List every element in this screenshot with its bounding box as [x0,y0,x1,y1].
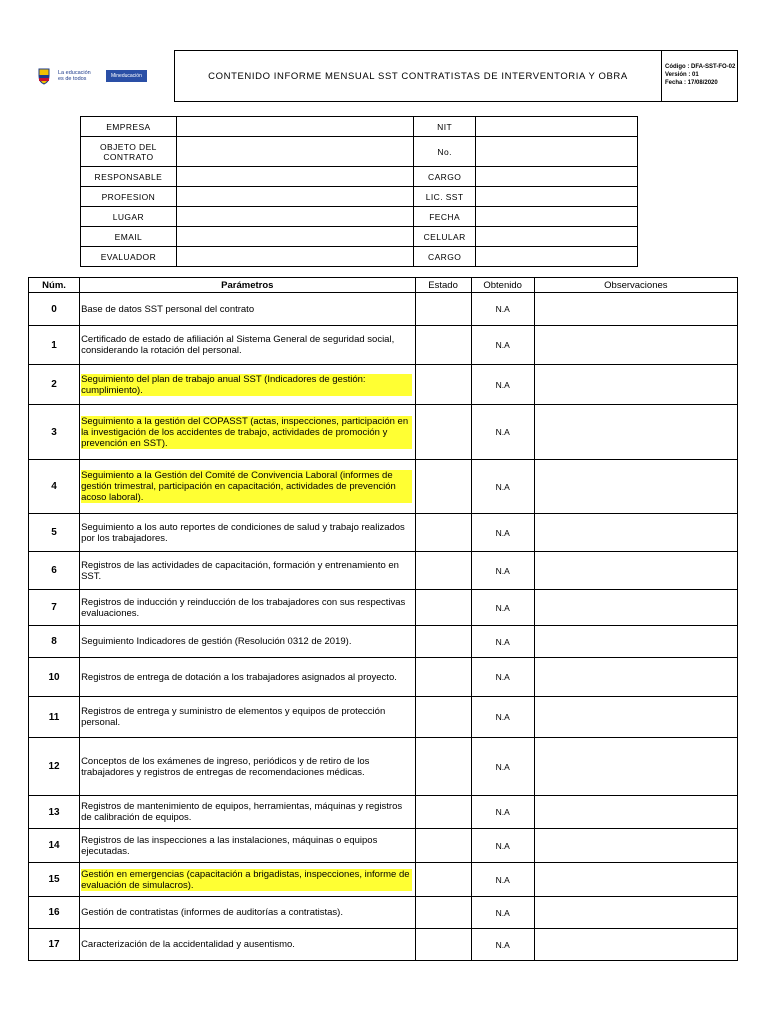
parameter-estado[interactable] [415,658,471,697]
parameter-number: 0 [29,293,80,326]
info-row [81,247,638,267]
parameter-cell [80,293,415,326]
logo-line-1: La educación [58,70,91,76]
parameter-observaciones[interactable] [534,460,737,514]
parameter-cell [80,552,415,590]
parameter-cell [80,738,415,796]
parameter-number: 7 [29,590,80,626]
info-value-2[interactable] [476,247,638,267]
parameter-number: 17 [29,929,80,961]
parameter-observaciones[interactable] [534,863,737,897]
parameter-cell [80,796,415,829]
parameters-header-row [29,278,738,293]
parameter-number: 5 [29,514,80,552]
info-value[interactable] [176,207,413,227]
parameter-obtenido: N.A [471,929,534,961]
info-label: LUGAR [81,207,177,227]
parameter-estado[interactable] [415,697,471,738]
contract-info-table [80,116,638,267]
info-label: OBJETO DEL CONTRATO [81,137,177,167]
parameter-estado[interactable] [415,365,471,405]
parameter-text: Registros de las actividades de capacitación, formación y entrenamiento en SST. [81,559,399,582]
header-obtenido: Obtenido [471,278,534,293]
parameter-obtenido: N.A [471,590,534,626]
info-label-2: LIC. SST [414,187,476,207]
parameter-number: 3 [29,405,80,460]
parameter-number: 10 [29,658,80,697]
parameter-observaciones[interactable] [534,293,737,326]
parameter-row [29,897,738,929]
parameter-cell [80,626,415,658]
parameter-cell [80,897,415,929]
parameter-number: 6 [29,552,80,590]
info-value[interactable] [176,117,413,137]
info-value[interactable] [176,167,413,187]
parameter-cell [80,590,415,626]
parameter-text: Registros de las inspecciones a las instalaciones, máquinas o equipos ejecutadas. [81,834,378,857]
parameter-row [29,697,738,738]
parameter-row [29,293,738,326]
parameter-row [29,552,738,590]
parameter-cell [80,863,415,897]
parameter-obtenido: N.A [471,829,534,863]
parameter-estado[interactable] [415,829,471,863]
parameter-row [29,863,738,897]
parameter-number: 11 [29,697,80,738]
parameter-observaciones[interactable] [534,326,737,365]
parameter-estado[interactable] [415,897,471,929]
parameter-text: Gestión de contratistas (informes de auditorías a contratistas). [81,907,343,918]
logo-text [58,70,102,82]
parameter-obtenido: N.A [471,658,534,697]
parameter-estado[interactable] [415,405,471,460]
info-label-2: CARGO [414,167,476,187]
parameter-obtenido: N.A [471,552,534,590]
info-label-2: FECHA [414,207,476,227]
parameter-obtenido: N.A [471,460,534,514]
parameter-estado[interactable] [415,929,471,961]
parameter-obtenido: N.A [471,796,534,829]
logo-line-2: es de todos [58,76,87,82]
parameter-cell [80,514,415,552]
info-value-2[interactable] [476,137,638,167]
parameter-number: 13 [29,796,80,829]
header-parametros: Parámetros [80,278,415,293]
info-label: EMPRESA [81,117,177,137]
parameter-text: Certificado de estado de afiliación al Sistema General de seguridad social, considerando la rotación del personal. [81,334,395,356]
info-label: PROFESION [81,187,177,207]
parameter-estado[interactable] [415,796,471,829]
parameter-row [29,829,738,863]
info-row [81,207,638,227]
parameter-text: Caracterización de la accidentalidad y ausentismo. [81,939,295,950]
parameter-observaciones[interactable] [534,929,737,961]
parameter-row [29,658,738,697]
info-value[interactable] [176,247,413,267]
parameter-text: Gestión en emergencias (capacitación a brigadistas, inspecciones, informe de evaluación de simulacros). [81,869,412,891]
parameter-row [29,460,738,514]
parameter-obtenido: N.A [471,326,534,365]
parameter-observaciones[interactable] [534,796,737,829]
info-label: RESPONSABLE [81,167,177,187]
parameter-number: 16 [29,897,80,929]
parameter-row [29,738,738,796]
parameter-text: Registros de entrega y suministro de elementos y equipos de protección personal. [81,706,386,728]
parameter-obtenido: N.A [471,514,534,552]
parameters-table [28,277,738,961]
parameter-cell [80,405,415,460]
parameter-text: Conceptos de los exámenes de ingreso, periódicos y de retiro de los trabajadores y registros de entregas de recomendaciones médicas. [81,755,370,778]
parameter-estado[interactable] [415,552,471,590]
parameter-observaciones[interactable] [534,897,737,929]
info-value-2[interactable] [476,167,638,187]
parameter-number: 12 [29,738,80,796]
header-observaciones: Observaciones [534,278,737,293]
info-row [81,117,638,137]
parameter-row [29,796,738,829]
parameter-row [29,929,738,961]
info-row [81,137,638,167]
parameter-row [29,514,738,552]
header-estado: Estado [415,278,471,293]
info-value-2[interactable] [476,117,638,137]
parameter-obtenido: N.A [471,863,534,897]
info-value[interactable] [176,137,413,167]
parameter-row [29,626,738,658]
parameter-cell [80,829,415,863]
info-value[interactable] [176,187,413,207]
parameter-text: Base de datos SST personal del contrato [81,303,255,315]
parameter-observaciones[interactable] [534,738,737,796]
parameter-obtenido: N.A [471,626,534,658]
info-value-2[interactable] [476,187,638,207]
parameter-estado[interactable] [415,626,471,658]
parameter-cell [80,658,415,697]
parameter-observaciones[interactable] [534,590,737,626]
parameter-observaciones[interactable] [534,658,737,697]
parameter-number: 15 [29,863,80,897]
parameter-obtenido: N.A [471,738,534,796]
info-label-2: No. [414,137,476,167]
parameter-estado[interactable] [415,863,471,897]
logo-badge: Mineducación [106,70,147,82]
document-version: Versión : 01 [665,72,699,78]
info-row [81,227,638,247]
parameter-estado[interactable] [415,460,471,514]
info-label-2: CARGO [414,247,476,267]
info-label-2: CELULAR [414,227,476,247]
parameter-number: 1 [29,326,80,365]
parameter-observaciones[interactable] [534,514,737,552]
parameter-text: Seguimiento Indicadores de gestión (Resolución 0312 de 2019). [81,636,352,647]
parameter-estado[interactable] [415,514,471,552]
parameter-obtenido: N.A [471,365,534,405]
parameter-estado[interactable] [415,326,471,365]
parameter-obtenido: N.A [471,293,534,326]
parameter-observaciones[interactable] [534,552,737,590]
parameter-text: Seguimiento del plan de trabajo anual SST (Indicadores de gestión: cumplimiento). [81,374,412,396]
parameter-row [29,590,738,626]
parameter-number: 2 [29,365,80,405]
logo-area [28,50,174,102]
parameter-cell [80,326,415,365]
parameter-observaciones[interactable] [534,697,737,738]
header-num: Núm. [29,278,80,293]
parameter-number: 4 [29,460,80,514]
parameter-estado[interactable] [415,738,471,796]
parameter-row [29,326,738,365]
parameter-number: 14 [29,829,80,863]
parameter-text: Registros de mantenimiento de equipos, herramientas, máquinas y registros de calibración de equipos. [81,801,403,823]
parameter-row [29,365,738,405]
parameter-observaciones[interactable] [534,365,737,405]
document-code-block [661,50,738,102]
document-code: Código : DFA-SST-FO-02 [665,64,736,70]
info-label-2: NIT [414,117,476,137]
parameter-text: Registros de entrega de dotación a los trabajadores asignados al proyecto. [81,671,397,683]
parameter-cell [80,460,415,514]
document-date: Fecha : 17/08/2020 [665,80,718,86]
info-label: EVALUADOR [81,247,177,267]
info-value[interactable] [176,227,413,247]
info-value-2[interactable] [476,227,638,247]
parameter-cell [80,929,415,961]
coat-of-arms-icon [36,67,52,85]
parameter-number: 8 [29,626,80,658]
parameter-obtenido: N.A [471,897,534,929]
info-row [81,167,638,187]
info-row [81,187,638,207]
info-value-2[interactable] [476,207,638,227]
parameter-observaciones[interactable] [534,829,737,863]
parameter-text: Seguimiento a la gestión del COPASST (actas, inspecciones, participación en la investigación de los accidentes de trabajo, actividades de promoción y prevención en SST). [81,416,412,449]
parameter-text: Registros de inducción y reinducción de los trabajadores con sus respectivas evaluaciones. [81,596,406,619]
parameter-obtenido: N.A [471,697,534,738]
parameter-obtenido: N.A [471,405,534,460]
info-label: EMAIL [81,227,177,247]
document-header [28,50,738,102]
document-title: CONTENIDO INFORME MENSUAL SST CONTRATISTAS DE INTERVENTORIA Y OBRA [174,50,662,102]
parameter-estado[interactable] [415,293,471,326]
parameter-observaciones[interactable] [534,405,737,460]
parameter-text: Seguimiento a la Gestión del Comité de Convivencia Laboral (informes de gestión trimestral, participación en capacitación, actividades de prevención acoso laboral). [81,470,412,503]
parameter-row [29,405,738,460]
parameter-cell [80,365,415,405]
parameter-cell [80,697,415,738]
parameter-estado[interactable] [415,590,471,626]
parameter-observaciones[interactable] [534,626,737,658]
parameter-text: Seguimiento a los auto reportes de condiciones de salud y trabajo realizados por los trabajadores. [81,521,405,544]
